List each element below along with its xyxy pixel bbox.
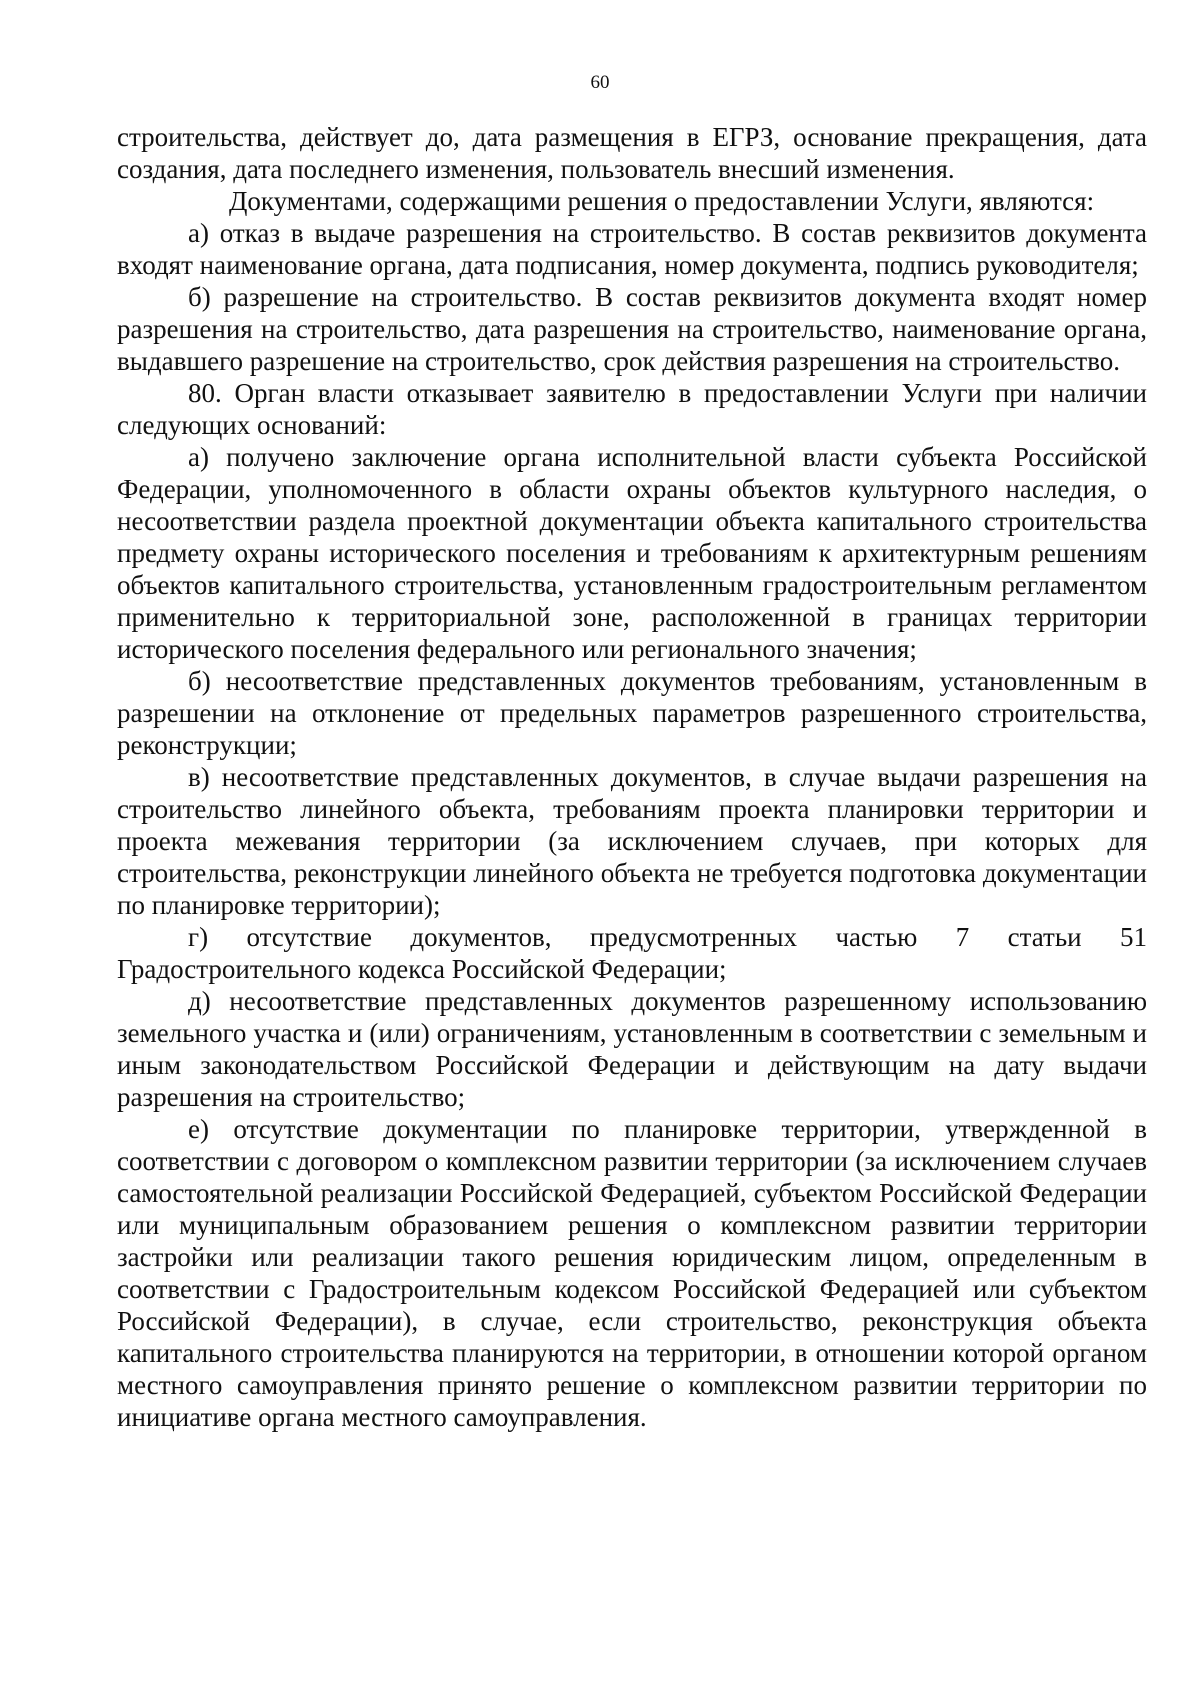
paragraph-decision-documents-intro: Документами, содержащими решения о предоставлении Услуги, являются:	[229, 186, 1095, 216]
paragraph-80-grounds-intro: 80. Орган власти отказывает заявителю в предоставлении Услуги при наличии следующих оснований:	[117, 378, 1147, 440]
list-item-b-permit: б) разрешение на строительство. В состав реквизитов документа входят номер разрешения на строительство, дата разрешения на строительство, наименование органа, выдавшего разрешение на строительство, срок действия разрешения на строительство.	[117, 282, 1147, 376]
list-item-a-cultural-heritage: а) получено заключение органа исполнительной власти субъекта Российской Федерации, уполномоченного в области охраны объектов культурного наследия, о несоответствии раздела проектной документации объекта капитального строительства предмету охраны исторического поселения и требованиям к архитектурным решениям объектов капитального строительства, установленным градостроительным регламентом применительно к территориальной зоне, расположенной в границах территории исторического поселения федерального или регионального значения;	[117, 442, 1147, 664]
page-number: 60	[590, 72, 610, 93]
list-item-b-deviation-permit: б) несоответствие представленных документов требованиям, установленным в разрешении на отклонение от предельных параметров разрешенного строительства, реконструкции;	[117, 666, 1147, 760]
list-item-d-land-use: д) несоответствие представленных документов разрешенному использованию земельного участка и (или) ограничениям, установленным в соответствии с земельным и иным законодательством Российской Федерации и действующим на дату выдачи разрешения на строительство;	[117, 986, 1147, 1112]
list-item-a-refusal: а) отказ в выдаче разрешения на строительство. В состав реквизитов документа входят наименование органа, дата подписания, номер документа, подпись руководителя;	[117, 218, 1147, 280]
paragraph-continuation: строительства, действует до, дата размещения в ЕГРЗ, основание прекращения, дата создания, дата последнего изменения, пользователь внесший изменения.	[117, 122, 1147, 184]
list-item-g-missing-documents: г) отсутствие документов, предусмотренных частью 7 статьи 51 Градостроительного кодекса Российской Федерации;	[117, 922, 1147, 984]
list-item-v-linear-object: в) несоответствие представленных документов, в случае выдачи разрешения на строительство линейного объекта, требованиям проекта планировки территории и проекта межевания территории (за исключением случаев, при которых для строительства, реконструкции линейного объекта не требуется подготовка документации по планировке территории);	[117, 762, 1147, 920]
list-item-e-planning-documentation: е) отсутствие документации по планировке территории, утвержденной в соответствии с договором о комплексном развитии территории (за исключением случаев самостоятельной реализации Российской Федерацией, субъектом Российской Федерации или муниципальным образованием решения о комплексном развитии территории застройки или реализации такого решения юридическим лицом, определенным в соответствии с Градостроительным кодексом Российской Федерацией или субъектом Российской Федерации), в случае, если строительство, реконструкция объекта капитального строительства планируются на территории, в отношении которой органом местного самоуправления принято решение о комплексном развитии территории по инициативе органа местного самоуправления.	[117, 1114, 1147, 1432]
document-body	[117, 121, 1147, 1433]
